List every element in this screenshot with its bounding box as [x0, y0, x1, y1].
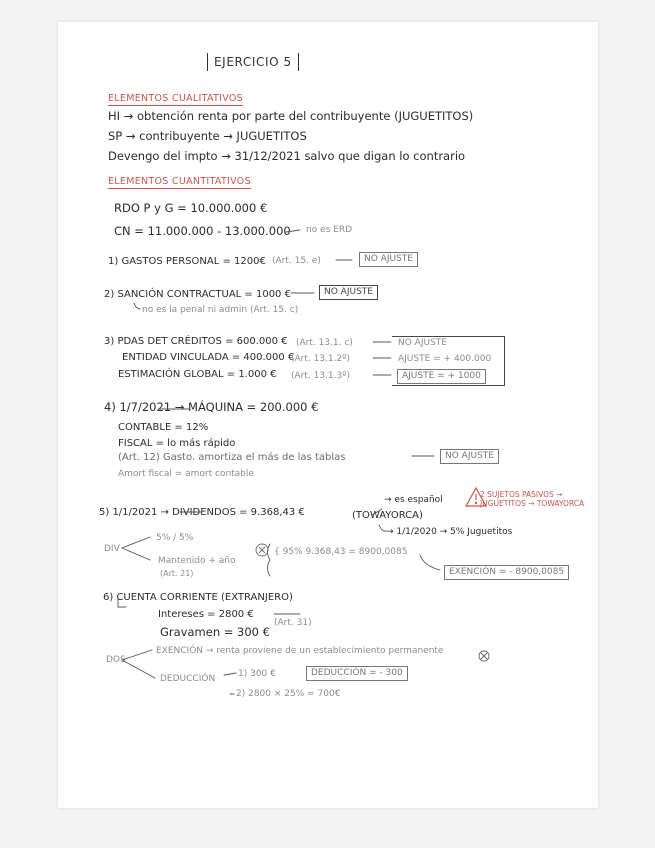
item6-ded2: 2) 2800 × 25% = 700€ [236, 689, 341, 699]
item4-art: (Art. 12) Gasto. amortiza el más de las tablas [118, 452, 346, 463]
page-title: EJERCICIO 5 [207, 53, 299, 71]
hi-line: HI → obtención renta por parte del contribuyente (JUGUETITOS) [108, 109, 474, 123]
item6-line1: 6) CUENTA CORRIENTE (EXTRANJERO) [103, 592, 293, 603]
item6-exencion: EXENCIÓN → renta proviene de un establecimiento permanente [156, 646, 444, 656]
item5-div-label: DIV [104, 544, 120, 554]
item5-warning-text: 2 SUJETOS PASIVOS → JUGUETITOS → TOWAYORCA [480, 490, 585, 509]
item4-fiscal: FISCAL = lo más rápido [118, 438, 236, 449]
devengo-line: Devengo del impto → 31/12/2021 salvo que digan lo contrario [108, 149, 466, 163]
item6-ded1: 1) 300 € [238, 669, 276, 679]
rdo-line: RDO P y G = 10.000.000 € [114, 201, 268, 215]
item6-gravamen: Gravamen = 300 € [160, 625, 270, 639]
item5-result-box: EXENCIÓN = - 8900,0085 [444, 565, 569, 580]
item3-line1: 3) PDAS DET CRÉDITOS = 600.000 € [104, 336, 288, 347]
item3-ref2: (Art. 13.1.2º) [291, 354, 350, 364]
item5-cond1: 5% / 5% [156, 533, 194, 543]
item5-entity: (TOWAYORCA) [352, 510, 423, 521]
item5-line1: 5) 1/1/2021 → DIVIDENDOS = 9.368,43 € [99, 507, 305, 518]
sp-line: SP → contribuyente → JUGUETITOS [108, 129, 307, 143]
item3-ref3: (Art. 13.1.3º) [291, 371, 350, 381]
item3-line2: ENTIDAD VINCULADA = 400.000 € [122, 352, 295, 363]
item6-intereses: Intereses = 2800 € [158, 609, 254, 620]
item4-amort: Amort fiscal = amort contable [118, 469, 254, 479]
item2-note: no es la penal ni admin (Art. 15. c) [142, 305, 299, 315]
item1-result-box: NO AJUSTE [359, 252, 418, 267]
item3-result3-box: AJUSTE = + 1000 [397, 369, 486, 384]
item1-ref: (Art. 15. e) [272, 256, 321, 266]
item6-dos-label: DOS [106, 655, 126, 665]
item6-ded1-box: DEDUCCIÓN = - 300 [306, 666, 408, 681]
item5-art: (Art. 21) [160, 569, 194, 578]
item5-calc: { 95% 9.368,43 = 8900,0085 [274, 547, 408, 557]
heading-cualitativos: ELEMENTOS CUALITATIVOS [108, 93, 243, 104]
item1-line: 1) GASTOS PERSONAL = 1200€ [108, 256, 266, 267]
heading-cuantitativos: ELEMENTOS CUANTITATIVOS [108, 176, 251, 187]
item4-result-box: NO AJUSTE [440, 449, 499, 464]
item6-ref: (Art. 31) [274, 618, 312, 628]
item5-fecha: → 1/1/2020 → 5% Juguetitos [386, 527, 513, 537]
item3-line3: ESTIMACIÓN GLOBAL = 1.000 € [118, 369, 277, 380]
item5-espanol: → es español [384, 495, 443, 505]
warning-icon [466, 488, 486, 506]
item2-line: 2) SANCIÓN CONTRACTUAL = 1000 € [104, 289, 291, 300]
item3-result2: AJUSTE = + 400.000 [398, 354, 492, 364]
item3-ref1: (Art. 13.1. c) [296, 338, 353, 348]
item3-box1: NO AJUSTE [398, 338, 447, 348]
cn-note: no es ERD [306, 225, 353, 235]
item6-deduccion: DEDUCCIÓN [160, 674, 216, 684]
item2-result-box: NO AJUSTE [319, 285, 378, 300]
item4-contable: CONTABLE = 12% [118, 422, 209, 433]
item5-cond2: Mantenido + año [158, 556, 236, 566]
item4-line1: 4) 1/7/2021 → MÁQUINA = 200.000 € [104, 400, 319, 414]
cn-line: CN = 11.000.000 - 13.000.000 [114, 224, 291, 238]
